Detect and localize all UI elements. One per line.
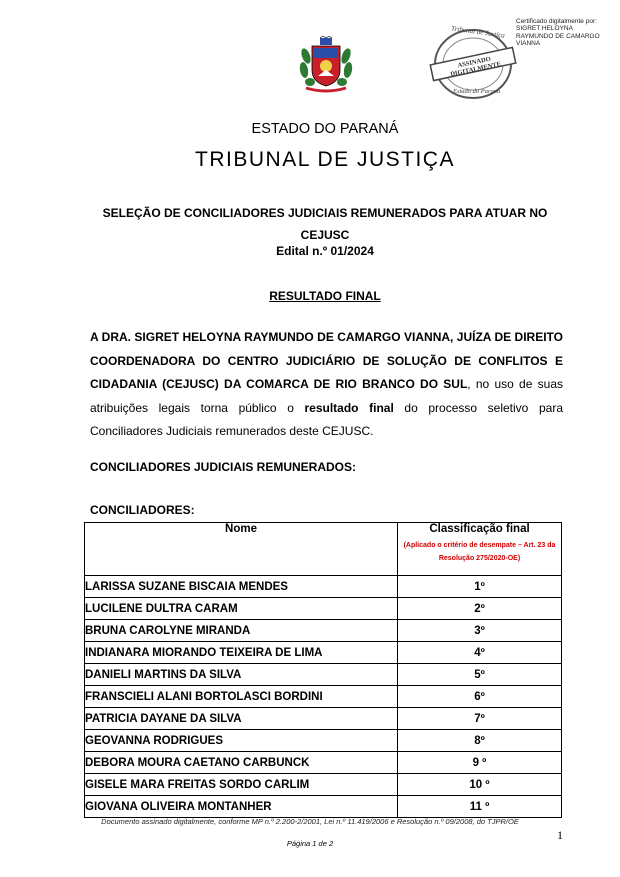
result-title <box>0 289 620 303</box>
announcement-paragraph <box>90 326 563 444</box>
court-heading: TRIBUNAL DE JUSTIÇA <box>195 148 455 171</box>
subsection-heading: CONCILIADORES: <box>90 503 195 517</box>
certificate-line-1: Certificado digitalmente por: <box>516 18 597 25</box>
page-label: Página 1 de 2 <box>286 839 334 848</box>
paragraph-bold-intro: A DRA. SIGRET HELOYNA RAYMUNDO DE CAMARGO VIANNA, JUÍZA DE DIREITO COORDENADORA DO CENTRO JUDICIÁRIO DE SOLUÇÃO DE CONFLITOS E CIDADANIA (CEJUSC) DA COMARCA DE RIO BRANCO DO SUL <box>90 330 563 391</box>
tiebreak-note: (Aplicado o critério de desempate – Art. 23 da Resolução 275/2020-OE) <box>403 542 556 562</box>
result-title-text: RESULTADO FINAL <box>269 289 381 303</box>
certificate-line-3: RAYMUNDO DE CAMARGO <box>516 32 600 40</box>
paragraph-text-before: , no uso de suas atribuições legais torna público o <box>90 377 564 415</box>
table-row <box>85 664 562 686</box>
table-row <box>85 642 562 664</box>
candidate-name: GISELE MARA FREITAS SORDO CARLIM <box>85 774 398 796</box>
candidate-rank: 11 º <box>398 796 562 818</box>
table-header-row <box>85 523 562 576</box>
candidate-name: LUCILENE DULTRA CARAM <box>85 598 398 620</box>
candidate-name: INDIANARA MIORANDO TEIXEIRA DE LIMA <box>85 642 398 664</box>
table-row <box>85 774 562 796</box>
candidate-rank: 6º <box>398 686 562 708</box>
candidate-rank: 1º <box>398 576 562 598</box>
candidate-name: LARISSA SUZANE BISCAIA MENDES <box>85 576 398 598</box>
certificate-note <box>516 18 616 47</box>
paragraph-text-after: do processo seletivo para Conciliadores Judiciais remunerados deste CEJUSC. <box>90 400 563 438</box>
candidate-name: GIOVANA OLIVEIRA MONTANHER <box>85 796 398 818</box>
certificate-line-2: SIGRET HELOYNA <box>516 25 573 33</box>
table-row <box>85 752 562 774</box>
coat-of-arms-icon <box>298 36 354 94</box>
candidate-name: DANIELI MARTINS DA SILVA <box>85 664 398 686</box>
table-row <box>85 598 562 620</box>
column-header-name: Nome <box>85 523 398 576</box>
column-header-classification-label: Classificação final <box>429 523 530 535</box>
stamp-top-text: Tribunal de Justiça <box>450 24 506 40</box>
candidate-name: DEBORA MOURA CAETANO CARBUNCK <box>85 752 398 774</box>
candidate-name: FRANSCIELI ALANI BORTOLASCI BORDINI <box>85 686 398 708</box>
table-row <box>85 708 562 730</box>
candidate-rank: 7º <box>398 708 562 730</box>
table-row <box>85 576 562 598</box>
candidate-name: GEOVANNA RODRIGUES <box>85 730 398 752</box>
digital-signature-stamp <box>425 24 521 100</box>
candidate-rank: 9 º <box>398 752 562 774</box>
paragraph-bold-mid: resultado final <box>304 400 394 415</box>
column-header-classification <box>398 523 562 576</box>
candidate-rank: 4º <box>398 642 562 664</box>
table-row <box>85 686 562 708</box>
page-number: 1 <box>557 828 563 842</box>
stamp-bottom-text: Estado do Paraná <box>453 88 501 95</box>
table-row <box>85 730 562 752</box>
stamp-band-text: ASSINADO DIGITALMENTE <box>449 55 502 79</box>
selection-title: SELEÇÃO DE CONCILIADORES JUDICIAIS REMUNERADOS PARA ATUAR NO CEJUSC <box>102 206 548 242</box>
section-heading: CONCILIADORES JUDICIAIS REMUNERADOS: <box>90 460 357 474</box>
candidate-rank: 10 º <box>398 774 562 796</box>
certificate-line-4: VIANNA <box>516 39 541 47</box>
results-table <box>84 522 562 818</box>
table-row <box>85 620 562 642</box>
edital-number: Edital n.º 01/2024 <box>276 244 374 258</box>
candidate-rank: 5º <box>398 664 562 686</box>
table-row <box>85 796 562 818</box>
candidate-rank: 2º <box>398 598 562 620</box>
candidate-rank: 8º <box>398 730 562 752</box>
table-body <box>85 576 562 818</box>
candidate-name: PATRICIA DAYANE DA SILVA <box>85 708 398 730</box>
footer-note: Documento assinado digitalmente, conforme MP n.º 2.200-2/2001, Lei n.º 11.419/2006 e Resolução n.º 09/2008, do TJPR/OE <box>101 817 519 826</box>
candidate-rank: 3º <box>398 620 562 642</box>
candidate-name: BRUNA CAROLYNE MIRANDA <box>85 620 398 642</box>
state-heading: ESTADO DO PARANÁ <box>251 121 399 137</box>
